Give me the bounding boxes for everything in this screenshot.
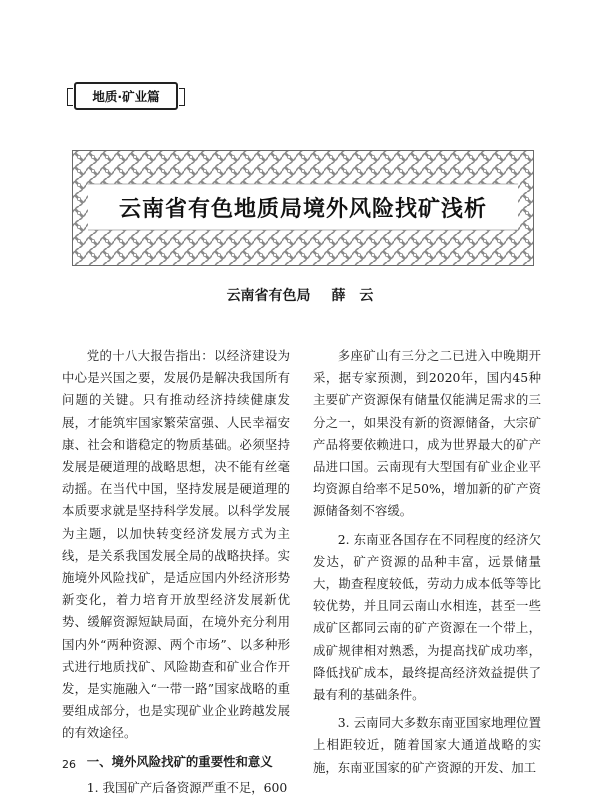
paragraph: 1. 我国矿产后备资源严重不足，600: [86, 779, 288, 795]
author-affiliation: 云南省有色局: [226, 288, 311, 304]
article-title: 云南省有色地质局境外风险找矿浅析: [118, 196, 487, 222]
author-line: [0, 285, 600, 305]
section-heading: 一、境外风险找矿的重要性和意义: [86, 753, 273, 769]
left-column: [62, 345, 290, 805]
page-number: 26: [62, 758, 76, 771]
right-column: [313, 345, 541, 785]
author-name: 薛 云: [331, 288, 374, 304]
paragraph: 党的十八大报告指出：以经济建设为中心是兴国之要，发展仍是解决我国所有问题的关键。只有推动经济持续健康发展，才能筑牢国家繁荣富强、人民幸福安康、社会和谐稳定的物质基础。必须坚持发展是硬道理的战略思想，决不能有丝毫动摇。在当代中国，坚持发展是硬道理的本质要求就是坚持科学发展。以科学发展为主题，以加快转变经济发展方式为主线，是关系我国发展全局的战略抉择。实施境外风险找矿，是适应国内外经济形势新变化，着力培育开放型经济发展新优势、缓解资源短缺局面，在境外充分利用国内外“两种资源、两个市场”、以多种形式进行地质找矿、风险勘查和矿业合作开发，是实施融入“一带一路”国家战略的重要组成部分，也是实现矿业企业跨越发展的有效途径。: [62, 348, 290, 741]
paragraph: 多座矿山有三分之二已进入中晚期开采，据专家预测，到2020年，国内45种主要矿产资源保有储量仅能满足需求的三分之一，如果没有新的资源储备，大宗矿产品将要依赖进口，成为世界最大的矿产品进口国。云南现有大型国有矿业企业平均资源自给率不足50%，增加新的矿产资源储备刻不容缓。: [313, 348, 541, 519]
title-banner: [72, 150, 534, 266]
paragraph: 3. 云南同大多数东南亚国家地理位置上相距较近，随着国家大通道战略的实施，东南亚国家的矿产资源的开发、加工: [313, 715, 541, 775]
paragraph: 2. 东南亚各国存在不同程度的经济欠发达，矿产资源的品种丰富，远景储量大，勘查程度较低，劳动力成本低等等比较优势，并且同云南山水相连，甚至一些成矿区都同云南的矿产资源在一个带上，成矿规律相对熟悉，为提高找矿成功率，降低找矿成本，最终提高经济效益提供了最有利的基础条件。: [313, 531, 541, 703]
section-tag: 地质·矿业篇: [74, 82, 178, 110]
